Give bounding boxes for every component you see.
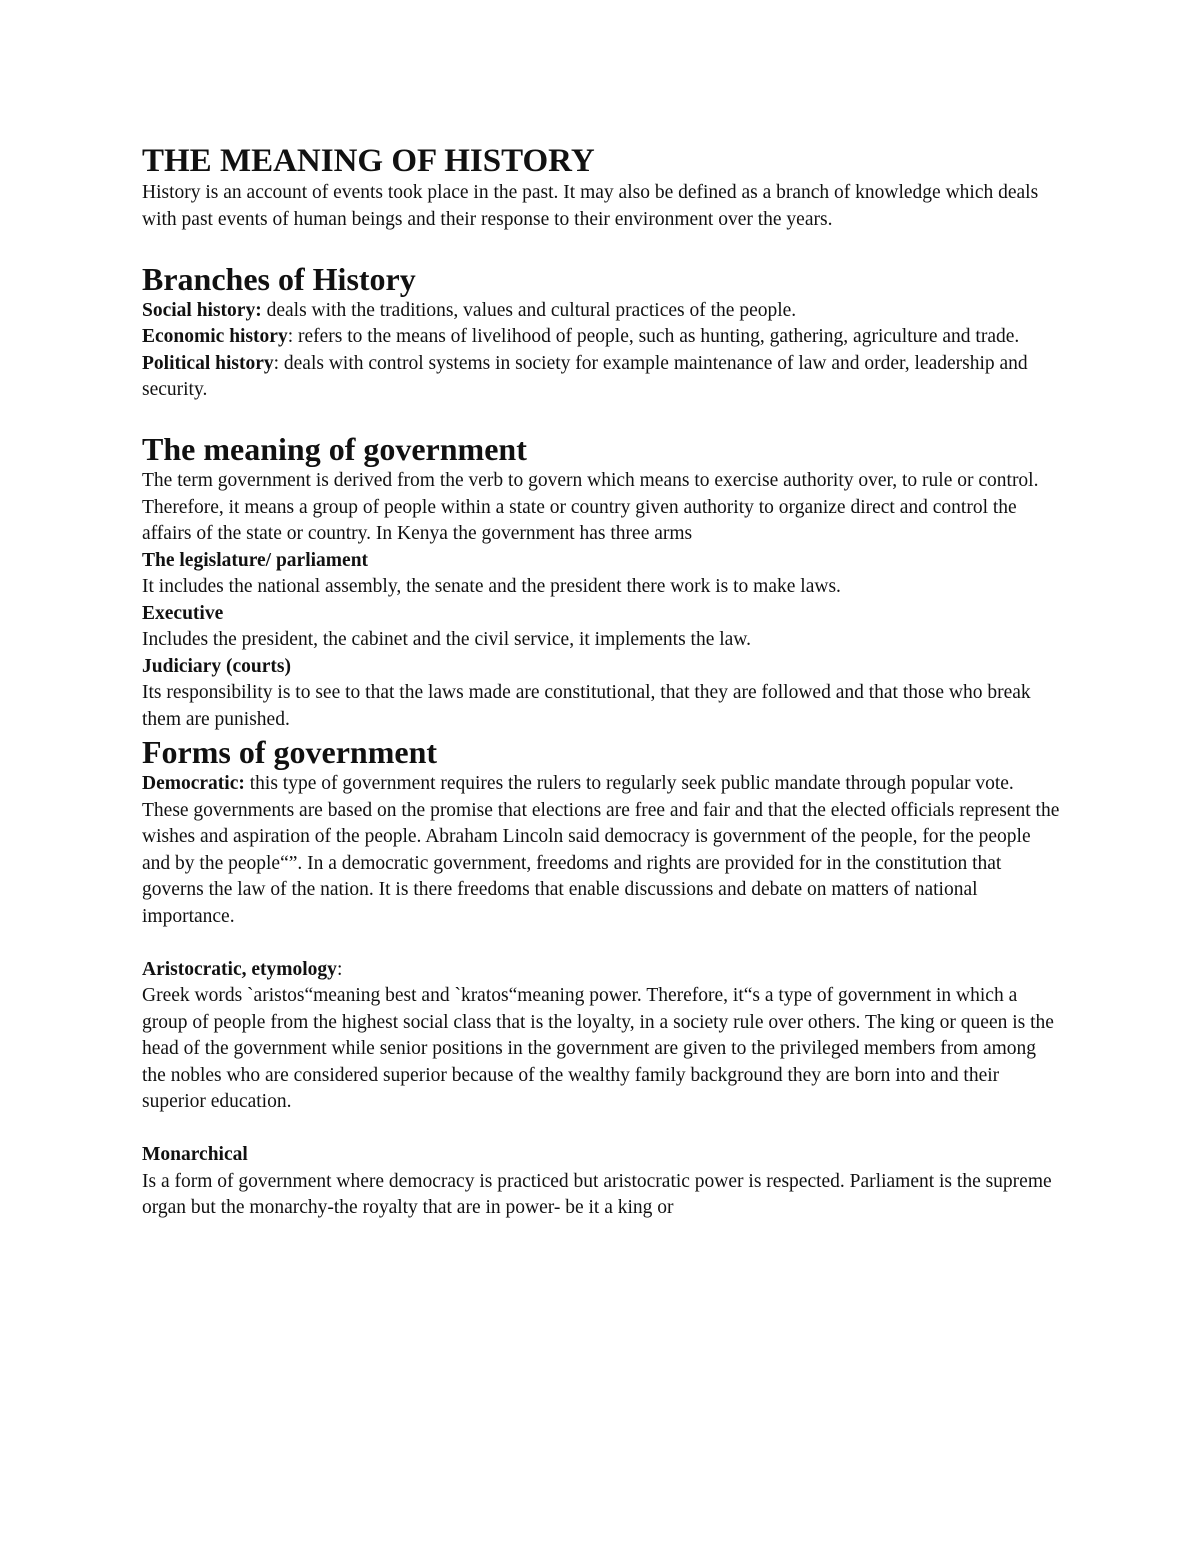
page-title: THE MEANING OF HISTORY: [142, 143, 595, 179]
form-democratic-term: Democratic:: [142, 773, 245, 794]
form-aristocratic-term: Aristocratic, etymology: [142, 958, 337, 980]
branch-social-term: Social history:: [142, 299, 262, 321]
branch-economic-term: Economic history: [142, 326, 288, 347]
arm-judiciary-heading: Judiciary (courts): [142, 655, 291, 677]
spacer: [142, 930, 1062, 957]
arm-executive-heading: Executive: [142, 602, 224, 624]
branch-political-text: : deals with control systems in society for example maintenance of law and order, leadership and security.: [142, 352, 1028, 400]
form-democratic-text: this type of government requires the rulers to regularly seek public mandate through popular vote. These governments are based on the promise that elections are free and fair and that the elected officials represent the wishes and aspiration of the people. Abraham Lincoln said democracy is government of the people, for the people and by the people“”. In a democratic government, freedoms and rights are provided for in the constitution that governs the law of the nation. It is there freedoms that enable discussions and debate on matters of national importance.: [142, 773, 1060, 927]
form-democratic: [142, 771, 1062, 930]
spacer: [142, 404, 1062, 431]
forms-heading: Forms of government: [142, 734, 438, 770]
branch-economic: [142, 324, 1062, 351]
branch-economic-text: : refers to the means of livelihood of people, such as hunting, gathering, agriculture and trade.: [287, 326, 1020, 347]
branches-heading: Branches of History: [142, 260, 416, 297]
arm-legislature-text: It includes the national assembly, the senate and the president there work is to make laws.: [142, 576, 841, 597]
government-definition: The term government is derived from the verb to govern which means to exercise authority over, to rule or control. Therefore, it means a group of people within a state or country given authority to organize direct and control the affairs of the state or country. In Kenya the government has three arms: [142, 470, 1039, 544]
arm-legislature-heading: The legislature/ parliament: [142, 549, 369, 571]
spacer: [142, 233, 1062, 260]
document-page: [142, 142, 1062, 1222]
form-monarchical-text: Is a form of government where democracy is practiced but aristocratic power is respected. Parliament is the supreme organ but the monarchy-the royalty that are in power- be it a king or: [142, 1170, 1052, 1218]
government-heading: The meaning of government: [142, 431, 527, 467]
branch-political-term: Political history: [142, 352, 274, 374]
branch-political: [142, 351, 1062, 404]
form-aristocratic-text: Greek words `aristos“meaning best and `kratos“meaning power. Therefore, it“s a type of government in which a group of people from the highest social class that is the loyalty, in a society rule over others. The king or queen is the head of the government while senior positions in the government are given to the privileged members from among the nobles who are considered superior because of the wealthy family background they are born into and their superior education.: [142, 985, 1054, 1112]
branch-social-text: deals with the traditions, values and cultural practices of the people.: [261, 299, 797, 321]
arm-executive-text: Includes the president, the cabinet and the civil service, it implements the law.: [142, 629, 751, 650]
branch-social: [142, 298, 1062, 325]
form-aristocratic-heading: [142, 957, 1062, 984]
spacer: [142, 1116, 1062, 1143]
form-monarchical-heading: Monarchical: [142, 1144, 248, 1165]
form-aristocratic-colon: :: [336, 958, 343, 980]
history-definition: History is an account of events took place in the past. It may also be defined as a branch of knowledge which deals with past events of human beings and their response to their environment over the years.: [142, 182, 1039, 230]
arm-judiciary-text: Its responsibility is to see to that the laws made are constitutional, that they are followed and that those who break them are punished.: [142, 682, 1031, 730]
